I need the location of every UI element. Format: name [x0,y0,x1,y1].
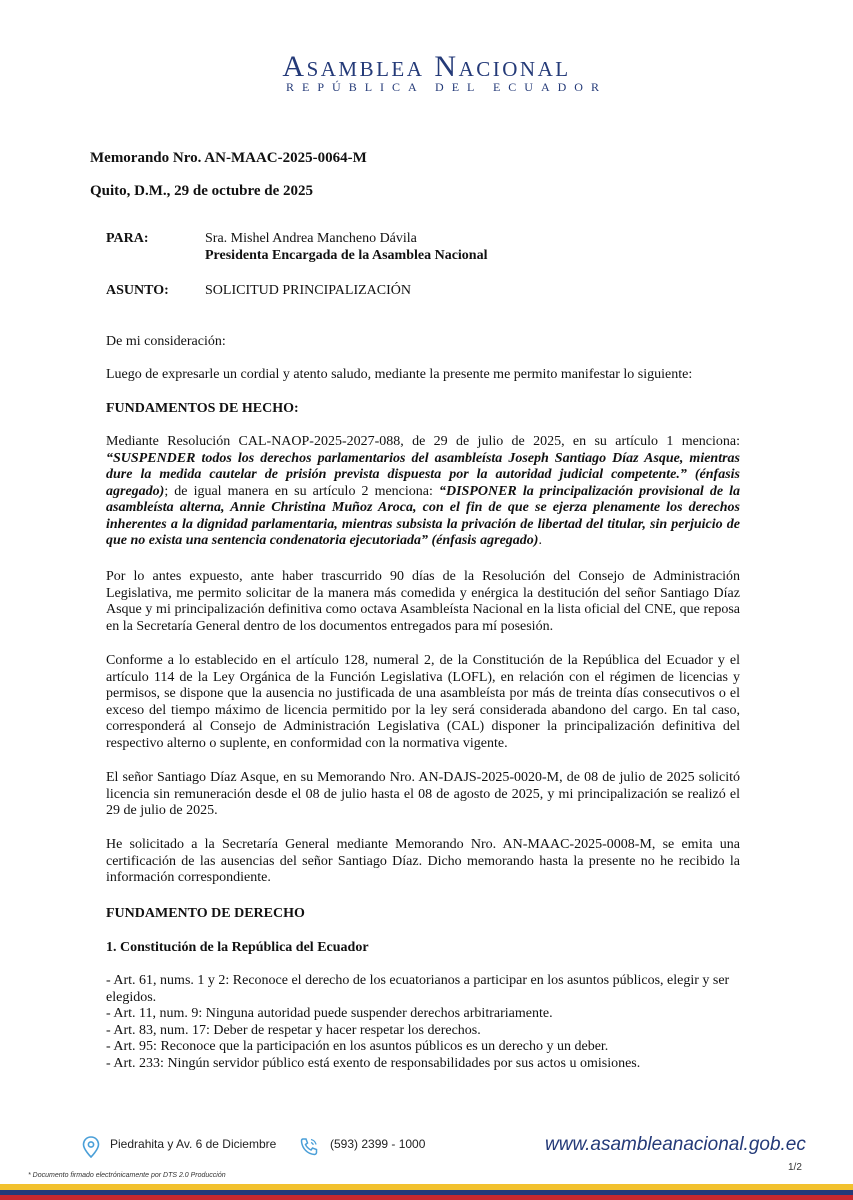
intro-text: Luego de expresarle un cordial y atento saludo, mediante la presente me permito manifestar lo siguiente: [106,367,693,382]
institution-subtitle-text: REPÚBLICA DEL ECUADOR [286,80,607,94]
subsection-constitucion: 1. Constitución de la República del Ecuador [106,940,369,955]
p1-part-a: Mediante Resolución CAL-NAOP-2025-2027-088, de 29 de julio de 2025, en su artículo 1 menciona: [106,434,740,449]
phone-icon [298,1136,320,1158]
institution-title [0,50,853,84]
stripe-red [0,1195,853,1200]
institution-subtitle [0,80,853,95]
page-number: 1/2 [788,1162,802,1173]
p1-quote-suspender: “SUSPENDER todos los derechos parlamentarios del asambleísta Joseph Santiago Díaz Asque, mientras dure la medida cautelar de prisión prevista dispuesta por la autoridad judicial competente.” (énfasis agregado) [106,450,740,499]
footer-phone: (593) 2399 - 1000 [330,1137,426,1151]
footer-address: Piedrahita y Av. 6 de Diciembre [110,1137,277,1151]
list-item: - Art. 83, num. 17: Deber de respetar y hacer respetar los derechos. [106,1022,481,1038]
articles-list [106,973,746,1072]
p1-quote-disponer: “DISPONER la principalización provisional de la asambleísta alterna, Annie Christina Muñoz Aroca, con el fin de que se ejerza plenamente los derechos inherentes a la dignidad parlamentaria, mientras subsista la privación de libertad del titular, sin perjuicio de que no exista una sentencia condenatoria ejecutoriada” (énfasis agregado) [106,483,740,548]
para-label: PARA: [106,231,149,246]
electronic-signature-note: * Documento firmado electrónicamente por DTS 2.0 Producción [28,1172,226,1179]
institution-title-text: Asamblea Nacional [282,50,571,83]
p1-part-c: ; de igual manera en su artículo 2 menciona: [164,483,439,499]
paragraph-constitucion: Conforme a lo establecido en el artículo 128, numeral 2, de la Constitución de la República del Ecuador y el artículo 114 de la Ley Orgánica de la Función Legislativa (LOFL), en relación con el régimen de licencias y permisos, se dispone que la ausencia no justificada de una asambleísta por más de treinta días consecutivos o el exceso del tiempo máximo de licencia permitido por la ley será considerada abandono del cargo. En tal caso, corresponderá al Consejo de Administración Legislativa (CAL) disponer la principalización definitiva del respectivo alterno o suplente, en conformidad con la normativa vigente. [106,653,740,751]
asunto-label: ASUNTO: [106,283,169,298]
section-hecho-heading: FUNDAMENTOS DE HECHO: [106,401,299,416]
greeting: De mi consideración: [106,334,226,349]
p1-part-e: . [538,533,542,548]
list-item: - Art. 95: Reconoce que la participación en los asuntos públicos es un derecho y un deber. [106,1039,609,1054]
paragraph-licencia: El señor Santiago Díaz Asque, en su Memorando Nro. AN-DAJS-2025-0020-M, de 08 de julio de 2025 solicitó licencia sin remuneración desde el 08 de julio hasta el 08 de agosto de 2025, y mi principalización se realizó el 29 de julio de 2025. [106,770,740,818]
asunto-value: SOLICITUD PRINCIPALIZACIÓN [205,283,411,298]
paragraph-solicitud: Por lo antes expuesto, ante haber trascurrido 90 días de la Resolución del Consejo de Administración Legislativa, me permito solicitar de la manera más comedida y enérgica la destitución del señor Santiago Díaz Asque y mi principalización definitiva como octava Asambleísta Nacional en la lista oficial del CNE, que reposa en la Secretaría General dentro de los documentos entregados para mí posesión. [106,569,740,634]
list-item: - Art. 11, num. 9: Ninguna autoridad puede suspender derechos arbitrariamente. [106,1006,553,1021]
para-role: Presidenta Encargada de la Asamblea Nacional [205,248,488,263]
paragraph-certificacion: He solicitado a la Secretaría General mediante Memorando Nro. AN-MAAC-2025-0008-M, se emita una certificación de las ausencias del señor Santiago Díaz. Dicho memorando hasta la presente no he recibido la información correspondiente. [106,837,740,885]
memo-place-date: Quito, D.M., 29 de octubre de 2025 [90,183,314,199]
footer-website-link[interactable]: www.asambleanacional.gob.ec [545,1134,806,1155]
memo-number: Memorando Nro. AN-MAAC-2025-0064-M [90,150,367,166]
para-name: Sra. Mishel Andrea Mancheno Dávila [205,231,417,246]
list-item: - Art. 233: Ningún servidor público está exento de responsabilidades por sus actos u omisiones. [106,1055,641,1071]
paragraph-resolucion [106,434,740,550]
list-item: - Art. 61, nums. 1 y 2: Reconoce el derecho de los ecuatorianos a participar en los asuntos públicos, elegir y ser elegidos. [106,973,730,1005]
section-derecho-heading: FUNDAMENTO DE DERECHO [106,906,305,921]
location-pin-icon [82,1136,100,1158]
